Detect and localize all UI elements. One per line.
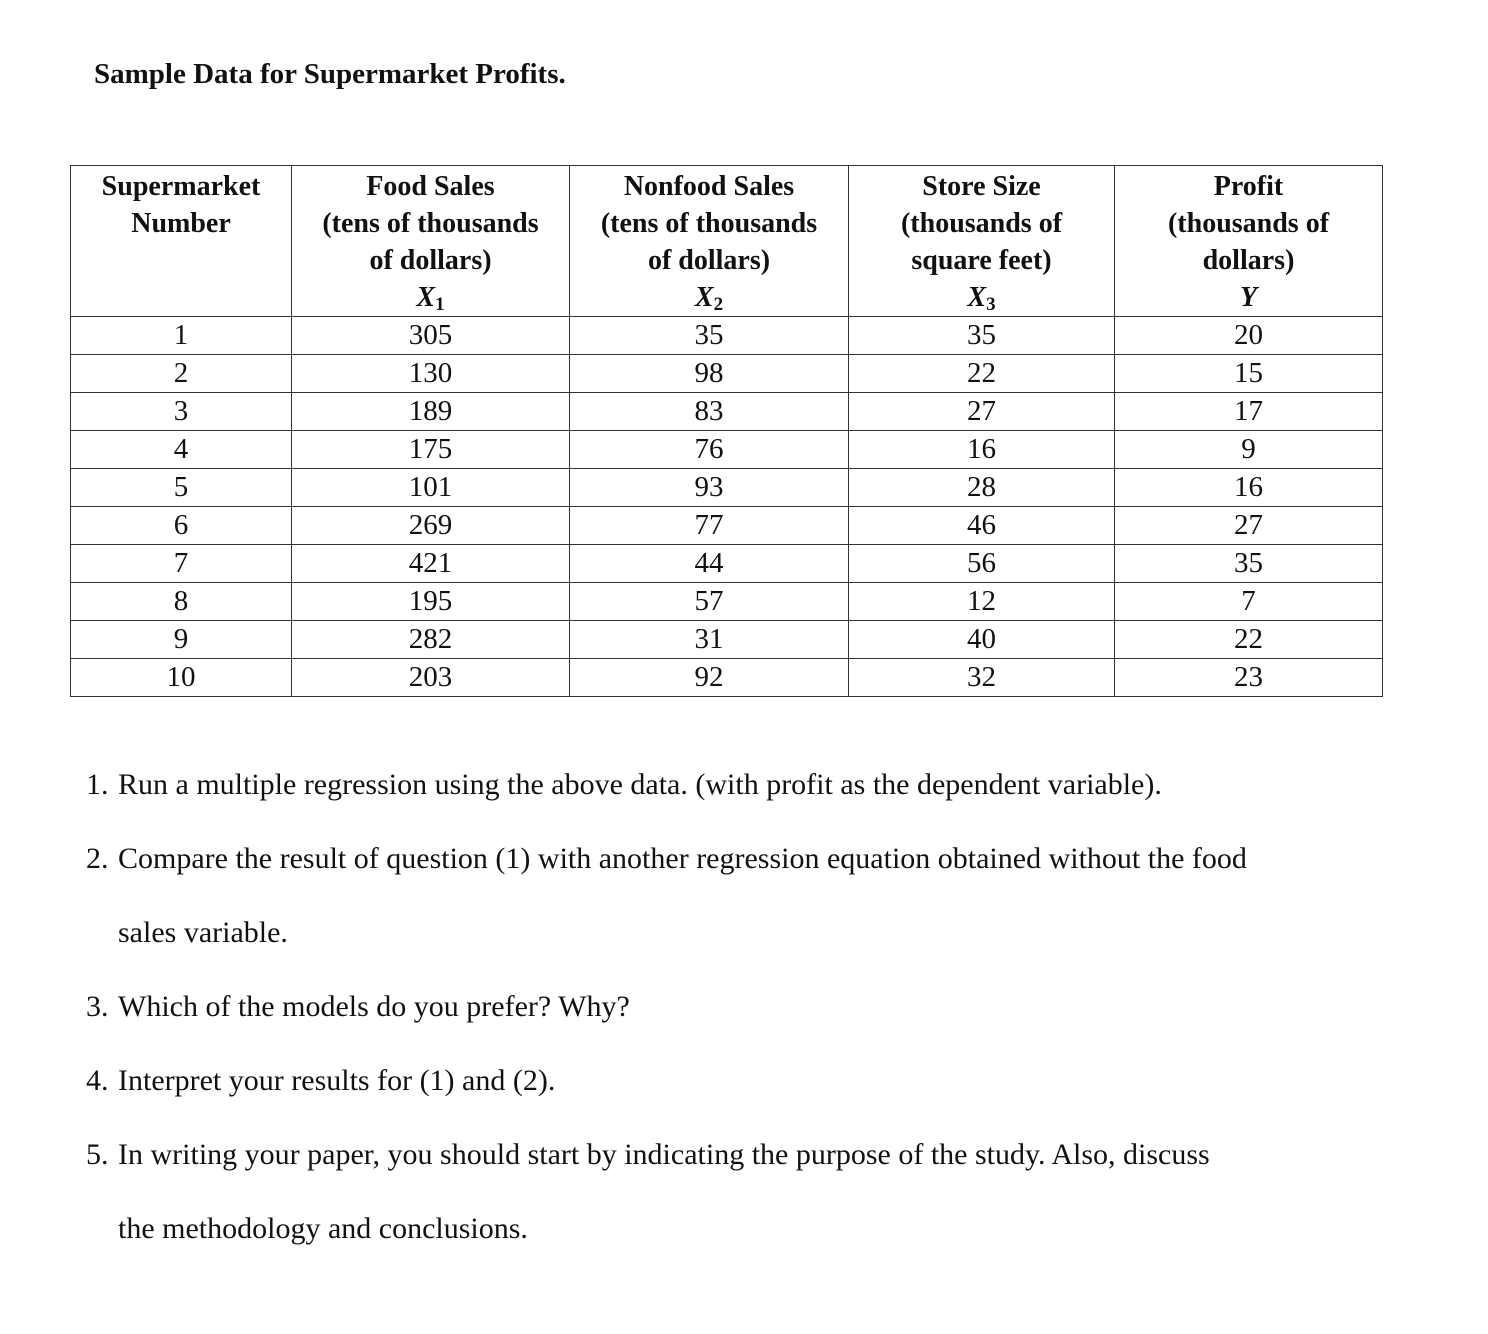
question-number: 4. <box>86 1064 109 1097</box>
cell-food-sales: 189 <box>292 393 570 431</box>
cell-store-size: 46 <box>849 507 1115 545</box>
question-text: Which of the models do you prefer? Why? <box>118 990 630 1023</box>
cell-profit: 16 <box>1115 469 1383 507</box>
cell-profit: 7 <box>1115 583 1383 621</box>
table-row <box>71 431 1383 469</box>
variable-subscript: 3 <box>986 294 996 315</box>
cell-store-size: 35 <box>849 317 1115 355</box>
cell-supermarket-number: 1 <box>71 317 292 355</box>
question-number: 2. <box>86 842 109 875</box>
cell-store-size: 12 <box>849 583 1115 621</box>
header-line: (thousands of <box>1167 208 1330 239</box>
cell-nonfood-sales: 93 <box>570 469 849 507</box>
cell-supermarket-number: 10 <box>71 659 292 697</box>
question-item <box>86 766 1386 803</box>
header-line: Food Sales <box>366 171 495 202</box>
variable-subscript: 2 <box>713 294 724 315</box>
variable-x1 <box>416 279 444 316</box>
cell-nonfood-sales: 76 <box>570 431 849 469</box>
cell-store-size: 28 <box>849 469 1115 507</box>
variable-y <box>1240 279 1257 316</box>
question-item <box>86 1136 1386 1247</box>
cell-profit: 17 <box>1115 393 1383 431</box>
variable-symbol: X <box>694 282 714 313</box>
variable-x2 <box>695 279 723 316</box>
table-row <box>71 469 1383 507</box>
cell-profit: 27 <box>1115 507 1383 545</box>
header-line: of dollars) <box>647 245 771 276</box>
header-line: Nonfood Sales <box>623 171 795 202</box>
table-row <box>71 355 1383 393</box>
header-nonfood-sales <box>570 166 849 317</box>
question-text: the methodology and conclusions. <box>118 1212 528 1245</box>
cell-nonfood-sales: 98 <box>570 355 849 393</box>
header-line: of dollars) <box>369 245 492 276</box>
cell-store-size: 22 <box>849 355 1115 393</box>
cell-nonfood-sales: 44 <box>570 545 849 583</box>
header-line: dollars) <box>1202 245 1295 276</box>
cell-food-sales: 282 <box>292 621 570 659</box>
cell-nonfood-sales: 77 <box>570 507 849 545</box>
header-line: (thousands of <box>900 208 1063 239</box>
cell-supermarket-number: 5 <box>71 469 292 507</box>
question-number: 3. <box>86 990 109 1023</box>
header-supermarket-number <box>71 166 292 317</box>
cell-store-size: 32 <box>849 659 1115 697</box>
question-text: sales variable. <box>118 916 288 949</box>
cell-supermarket-number: 8 <box>71 583 292 621</box>
cell-profit: 23 <box>1115 659 1383 697</box>
table-row <box>71 583 1383 621</box>
cell-profit: 22 <box>1115 621 1383 659</box>
header-store-size <box>849 166 1115 317</box>
question-list <box>86 766 1386 1247</box>
question-text: In writing your paper, you should start by indicating the purpose of the study. Also, discuss <box>118 1138 1210 1171</box>
header-line: Store Size <box>922 171 1041 202</box>
variable-x3 <box>967 279 995 316</box>
cell-supermarket-number: 4 <box>71 431 292 469</box>
cell-food-sales: 305 <box>292 317 570 355</box>
cell-food-sales: 175 <box>292 431 570 469</box>
cell-food-sales: 195 <box>292 583 570 621</box>
question-text: Run a multiple regression using the above data. (with profit as the dependent variable). <box>118 768 1162 801</box>
question-item <box>86 988 1386 1025</box>
table-row <box>71 621 1383 659</box>
cell-nonfood-sales: 35 <box>570 317 849 355</box>
table-row <box>71 659 1383 697</box>
variable-subscript: 1 <box>435 294 445 315</box>
cell-supermarket-number: 9 <box>71 621 292 659</box>
cell-food-sales: 101 <box>292 469 570 507</box>
header-line: Supermarket <box>101 171 261 202</box>
cell-food-sales: 269 <box>292 507 570 545</box>
cell-store-size: 56 <box>849 545 1115 583</box>
header-line: (tens of thousands <box>600 208 818 239</box>
question-number: 1. <box>86 768 109 801</box>
supermarket-data-table <box>70 165 1383 697</box>
cell-profit: 20 <box>1115 317 1383 355</box>
cell-profit: 9 <box>1115 431 1383 469</box>
table-row <box>71 393 1383 431</box>
cell-supermarket-number: 2 <box>71 355 292 393</box>
cell-nonfood-sales: 31 <box>570 621 849 659</box>
header-line: Number <box>131 208 231 239</box>
table-row <box>71 507 1383 545</box>
cell-nonfood-sales: 92 <box>570 659 849 697</box>
table-row <box>71 545 1383 583</box>
variable-symbol: X <box>416 282 436 313</box>
header-food-sales <box>292 166 570 317</box>
cell-profit: 35 <box>1115 545 1383 583</box>
question-text: Interpret your results for (1) and (2). <box>118 1064 556 1097</box>
cell-store-size: 16 <box>849 431 1115 469</box>
variable-symbol: Y <box>1239 282 1258 313</box>
question-item <box>86 840 1386 951</box>
header-line: (tens of thousands <box>322 208 539 239</box>
question-item <box>86 1062 1386 1099</box>
document-title: Sample Data for Supermarket Profits. <box>94 58 566 90</box>
variable-symbol: X <box>967 282 987 313</box>
table-header-row <box>71 166 1383 317</box>
cell-food-sales: 130 <box>292 355 570 393</box>
cell-food-sales: 203 <box>292 659 570 697</box>
cell-nonfood-sales: 83 <box>570 393 849 431</box>
question-text: Compare the result of question (1) with another regression equation obtained without the food <box>118 842 1247 875</box>
header-line: Profit <box>1213 171 1284 202</box>
cell-store-size: 27 <box>849 393 1115 431</box>
header-line: square feet) <box>911 245 1052 276</box>
header-profit <box>1115 166 1383 317</box>
cell-nonfood-sales: 57 <box>570 583 849 621</box>
question-number: 5. <box>86 1138 109 1171</box>
cell-profit: 15 <box>1115 355 1383 393</box>
cell-supermarket-number: 6 <box>71 507 292 545</box>
cell-food-sales: 421 <box>292 545 570 583</box>
cell-store-size: 40 <box>849 621 1115 659</box>
table-row <box>71 317 1383 355</box>
cell-supermarket-number: 3 <box>71 393 292 431</box>
table-body <box>71 317 1383 697</box>
cell-supermarket-number: 7 <box>71 545 292 583</box>
